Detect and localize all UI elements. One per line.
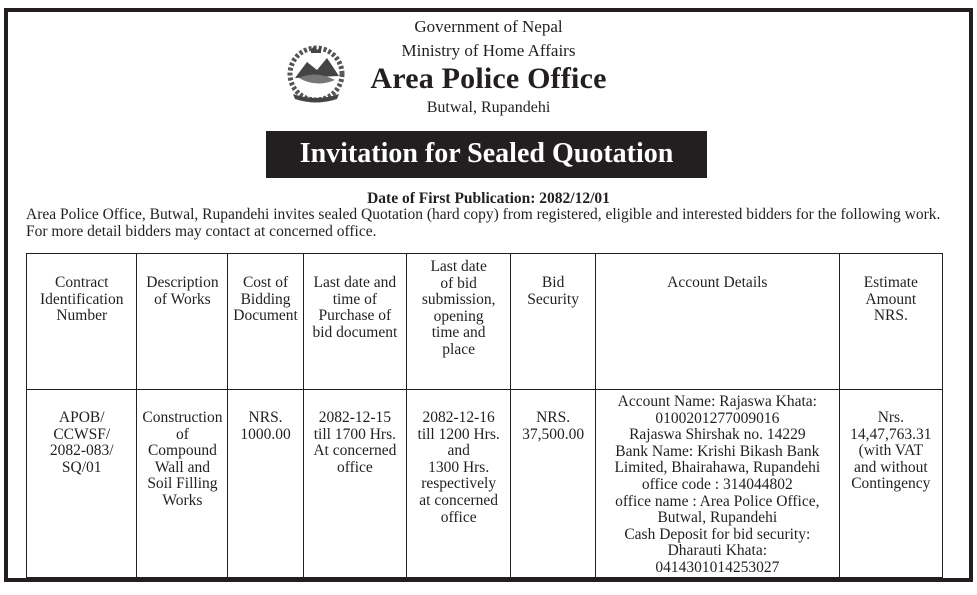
cell-cost (228, 390, 303, 578)
ministry-name: Ministry of Home Affairs (401, 41, 576, 60)
cell-text-line: of bid (440, 274, 477, 292)
cell-text-line: and (447, 442, 470, 460)
office-location: Butwal, Rupandehi (426, 99, 551, 116)
cell-text-line: Bank Name: Krishi Bikash Bank (615, 442, 820, 460)
cell-text-line: Soil Filling (147, 475, 218, 493)
cell-text-line: Estimate (863, 274, 918, 291)
government-name: Government of Nepal (414, 17, 563, 36)
cell-text-line: Identification (39, 290, 124, 308)
cell-text-line: SQ/01 (61, 458, 102, 476)
cell-text-line: Description (146, 274, 219, 291)
cell-text-line: Limited, Bhairahawa, Rupandehi (614, 459, 821, 477)
header-estimate (839, 254, 942, 390)
quotation-table (26, 253, 943, 578)
cell-text-line: office code : 314044802 (641, 475, 793, 493)
cell-submission (407, 390, 511, 578)
cell-text-line: 0414301014253027 (655, 558, 780, 576)
cell-text-line: at concerned (419, 491, 499, 509)
cell-text-line: of (175, 425, 189, 443)
cell-text-line: opening (433, 307, 484, 325)
notice-title-banner: Invitation for Sealed Quotation (266, 131, 707, 178)
cell-text-line: office (336, 458, 373, 476)
office-name: Area Police Office (370, 62, 607, 95)
cell-text-line: Purchase of (318, 307, 392, 325)
cell-text-line: Bid (541, 274, 565, 291)
header-account-details (595, 254, 839, 390)
cell-text-line: Contract (55, 274, 109, 291)
cell-text-line: Wall and (154, 458, 210, 476)
cell-text-line: Document (233, 307, 298, 325)
header-contract-id (27, 254, 137, 390)
cell-text-line: of Works (154, 290, 211, 308)
cell-text-line: Last date and (313, 274, 397, 291)
header-purchase-deadline (303, 254, 406, 390)
cell-text-line: office name : Area Police Office, (615, 492, 820, 510)
header-bid-security (511, 254, 596, 390)
cell-text-line: respectively (421, 475, 497, 493)
cell-text-line: Account Details (667, 274, 768, 291)
cell-text-line: APOB/ (58, 409, 105, 426)
cell-text-line: NRS. (873, 307, 908, 325)
header-description (137, 254, 228, 390)
cell-text-line: 2082-083/ (49, 442, 114, 460)
cell-text-line: Bidding (240, 290, 291, 308)
cell-text-line: Security (527, 290, 579, 308)
cell-text-line: Cash Deposit for bid security: (624, 525, 811, 543)
header-cost (228, 254, 303, 390)
cell-text-line: and without (854, 458, 928, 476)
cell-text-line: till 1700 Hrs. (313, 425, 396, 443)
cell-text-line: 0100201277009016 (655, 409, 780, 427)
cell-text-line: time of (332, 290, 378, 308)
cell-purchase-deadline (303, 390, 406, 578)
publication-date: Date of First Publication: 2082/12/01 (367, 190, 610, 207)
cell-text-line: Rajaswa Shirshak no. 14229 (629, 426, 806, 444)
cell-text-line: till 1200 Hrs. (417, 425, 500, 443)
table-header-row (27, 254, 943, 390)
cell-text-line: Compound (147, 442, 217, 460)
cell-text-line: Nrs. (877, 409, 904, 426)
cell-text-line: 37,500.00 (522, 425, 585, 443)
cell-text-line: 14,47,763.31 (850, 425, 932, 443)
intro-paragraph: Area Police Office, Butwal, Rupandehi invites sealed Quotation (hard copy) from registered, eligible and interested bidders for the following work. For more detail bidders may contact at concerned office. (26, 206, 941, 240)
cell-text-line: Account Name: Rajaswa Khata: (617, 393, 817, 410)
cell-text-line: Cost of (242, 274, 289, 291)
cell-text-line: Contingency (851, 475, 931, 493)
cell-text-line: Amount (865, 290, 917, 308)
cell-text-line: office (440, 508, 477, 526)
cell-text-line: 1000.00 (240, 425, 291, 443)
header-submission (407, 254, 511, 390)
cell-text-line: submission, (421, 291, 496, 309)
cell-text-line: At concerned (313, 442, 397, 460)
cell-contract-id (27, 390, 137, 578)
cell-text-line: NRS. (536, 409, 571, 426)
cell-bid-security (511, 390, 596, 578)
cell-text-line: 1300 Hrs. (428, 458, 490, 476)
cell-text-line: place (442, 340, 475, 358)
cell-text-line: time and (431, 324, 486, 342)
cell-estimate (839, 390, 942, 578)
cell-text-line: Dharauti Khata: (667, 542, 768, 560)
cell-text-line: CCWSF/ (53, 425, 111, 443)
cell-text-line: Butwal, Rupandehi (657, 509, 778, 527)
cell-text-line: 2082-12-15 (318, 409, 392, 426)
cell-text-line: 2082-12-16 (422, 409, 495, 426)
cell-text-line: NRS. (248, 409, 283, 426)
cell-description (137, 390, 228, 578)
table-row (27, 390, 943, 578)
cell-text-line: bid document (312, 323, 398, 341)
cell-text-line: Construction (142, 409, 223, 426)
cell-text-line: Works (162, 491, 203, 509)
cell-text-line: Last date (430, 258, 487, 275)
cell-text-line: Number (56, 307, 108, 325)
cell-text-line: (with VAT (858, 442, 924, 460)
cell-account-details (595, 390, 839, 578)
